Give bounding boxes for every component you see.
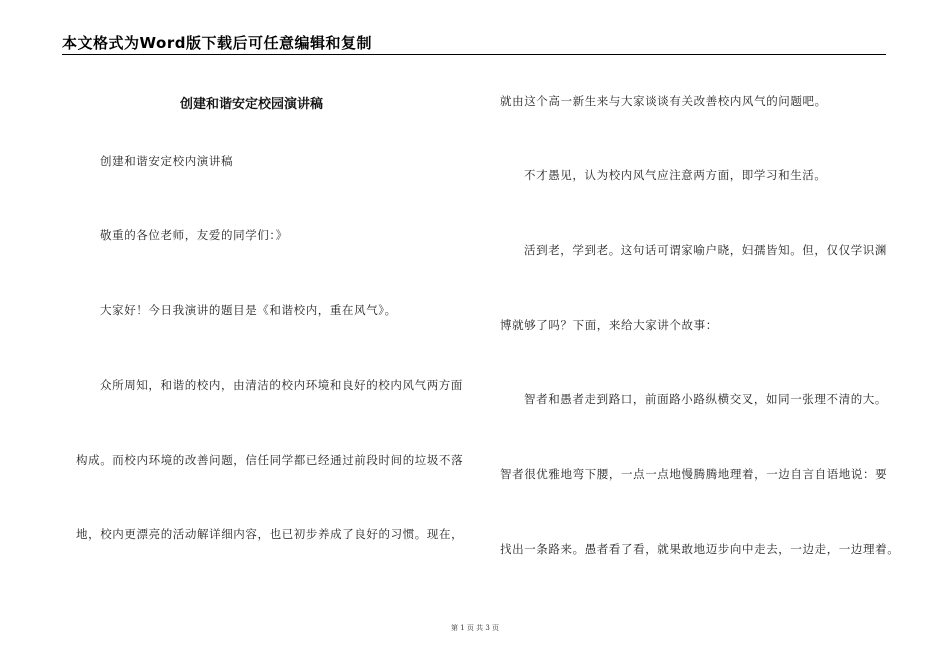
left-line-5: 构成。而校内环境的改善问题，信任同学都已经通过前段时间的垃圾不落 <box>76 453 464 467</box>
header-text: 本文格式为Word版下载后可任意编辑和复制 <box>62 34 372 52</box>
right-line-1: 就由这个高一新生来与大家谈谈有关改善校内风气的问题吧。 <box>500 94 827 108</box>
right-line-3: 活到老，学到老。这句话可谓家喻户晓，妇孺皆知。但，仅仅学识渊 <box>524 243 887 257</box>
left-line-1: 创建和谐安定校内演讲稿 <box>100 154 234 168</box>
left-line-6: 地，校内更漂亮的活动解详细内容，也已初步养成了良好的习惯。现在， <box>76 527 464 541</box>
page-footer: 第 1 页 共 3 页 <box>450 624 500 632</box>
left-line-2: 敬重的各位老师，友爱的同学们：》 <box>100 228 288 242</box>
right-line-2: 不才愚见，认为校内风气应注意两方面，即学习和生活。 <box>524 168 827 182</box>
left-line-3: 大家好！今日我演讲的题目是《和谐校内，重在风气》。 <box>100 303 397 317</box>
page-header <box>62 34 886 55</box>
right-line-5: 智者和愚者走到路口，前面路小路纵横交叉，如同一张理不清的大。 <box>524 392 887 406</box>
right-line-4: 博就够了吗？下面，来给大家讲个故事： <box>500 318 718 332</box>
right-line-7: 找出一条路来。愚者看了看，就果敢地迈步向中走去，一边走，一边理着。 <box>500 542 900 556</box>
left-line-4: 众所周知，和谐的校内，由清洁的校内环境和良好的校内风气两方面 <box>100 378 463 392</box>
right-line-6: 智者很优雅地弯下腰，一点一点地慢腾腾地理着，一边自言自语地说：要 <box>500 467 888 481</box>
document-title: 创建和谐安定校园演讲稿 <box>180 97 324 112</box>
